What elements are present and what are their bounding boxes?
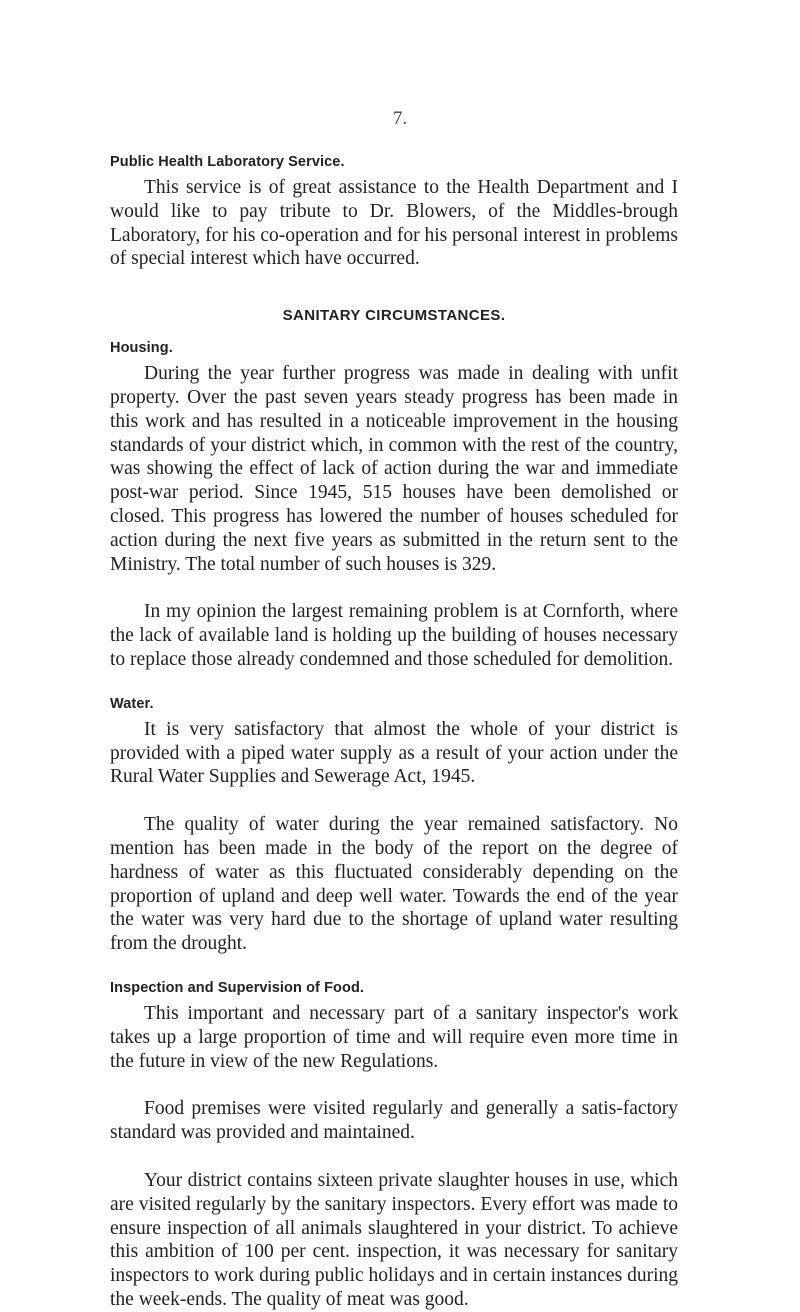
paragraph: During the year further progress was made in dealing with unfit property. Over the past seven years steady progress has been made in this work and has resulted in a noticeable improvement in the housing standards of your district which, in common with the rest of the country, was showing the effect of lack of action during the war and immediate post-war period. Since 1945, 515 houses have been demolished or closed. This progress has lowered the number of houses scheduled for action during the next five years as submitted in the return sent to the Ministry. The total number of such houses is 329. (110, 363, 678, 575)
paragraph: The quality of water during the year remained satisfactory. No mention has been made in the body of the report on the degree of hardness of water as this fluctuated considerably depending on the proportion of upland and deep well water. Towards the end of the year the water was very hard due to the shortage of upland water resulting from the drought. (110, 814, 678, 955)
section-heading-sanitary-circumstances: SANITARY CIRCUMSTANCES. (282, 307, 506, 325)
paragraph: Your district contains sixteen private slaughter houses in use, which are visited regularly by the sanitary inspectors. Every effort was made to ensure inspection of all animals slaughtered in your district. To achieve this ambition of 100 per cent. inspection, it was necessary for sanitary inspectors to work during public holidays and in certain instances during the week-ends. The quality of meat was good. (110, 1169, 678, 1310)
paragraph: It is very satisfactory that almost the whole of your district is provided with a piped water supply as a result of your action under the Rural Water Supplies and Sewerage Act, 1945. (110, 718, 678, 788)
section-heading-inspection-of-food: Inspection and Supervision of Food. (110, 979, 365, 996)
paragraph: This important and necessary part of a sanitary inspector's work takes up a large proportion of time and will require even more time in the future in view of the new Regulations. (110, 1002, 678, 1072)
section-heading-water: Water. (110, 695, 154, 712)
page-number: 7. (392, 108, 408, 129)
document-body (110, 154, 678, 1312)
paragraph: This service is of great assistance to the Health Department and I would like to pay tribute to Dr. Blowers, of the Middles-brough Laboratory, for his co-operation and for his personal interest in problems of special interest which have occurred. (110, 177, 678, 270)
paragraph: In my opinion the largest remaining problem is at Cornforth, where the lack of available land is holding up the building of houses necessary to replace those already condemned and those scheduled for demolition. (110, 601, 678, 670)
paragraph: Food premises were visited regularly and generally a satis-factory standard was provided and maintained. (110, 1098, 678, 1144)
section-heading-public-health-laboratory: Public Health Laboratory Service. (110, 154, 345, 170)
section-heading-housing: Housing. (110, 340, 173, 357)
